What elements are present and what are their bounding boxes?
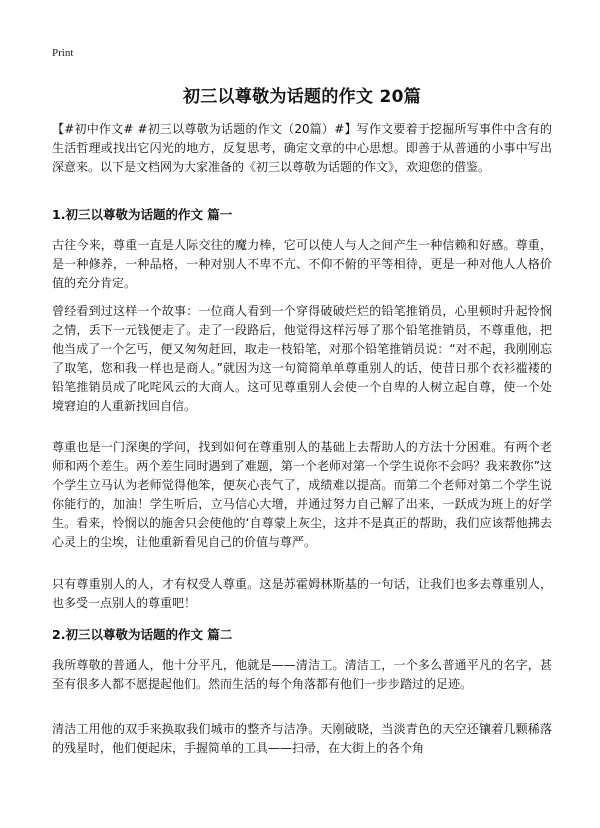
section-1-paragraph-4: 只有尊重别人的人，才有权受人尊重。这是苏霍姆林斯基的一句话，让我们也多去尊重别人，也多受一点别人的尊重吧！ [52,577,552,610]
section-1-paragraph-2: 曾经看到过这样一个故事：一位商人看到一个穿得破破烂烂的铅笔推销员，心里顿时升起怜悯之情，丢下一元钱便走了。走了一段路后，他觉得这样污辱了那个铅笔推销员，不尊重他，把他当成了一个乞丐，便又匆匆赶回，取走一枝铅笔，对那个铅笔推销员说：“对不起，我刚刚忘了取笔，您和我一样也是商人。”就因为这一句简简单单尊重别人的话，使昔日那个衣衫褴褛的铅笔推销员成了叱咤风云的大商人。这可见尊重别人会使一个自卑的人树立起自尊，使一个处境窘迫的人重新找回自信。 [52,304,552,413]
section-2-paragraph-2: 清洁工用他的双手来换取我们城市的整齐与洁净。天刚破晓，当淡青色的天空还镶着几颗稀落的残星时，他们便起床，手握简单的工具——扫帚，在大街上的各个角 [52,722,552,755]
document-title: 初三以尊敬为话题的作文 20篇 [182,87,422,107]
intro-paragraph: 【#初中作文# #初三以尊敬为话题的作文（20篇）#】写作文要着于挖掘所写事件中含有的生活哲理或找出它闪光的地方，反复思考，确定文章的中心思想。即善于从普通的小事中写出深意来。以下是文档网为大家准备的《初三以尊敬为话题的作文》，欢迎您的借鉴。 [52,122,552,174]
section-1-paragraph-1: 古往今来，尊重一直是人际交往的魔力棒，它可以使人与人之间产生一种信赖和好感。尊重，是一种修养，一种品格，一种对别人不卑不亢、不仰不俯的平等相待，更是一种对他人人格价值的充分肯定。 [52,238,552,290]
section-2-paragraph-1: 我所尊敬的普通人，他十分平凡，他就是——清洁工。清洁工，一个多么普通平凡的名字，甚至有很多人都不愿提起他们。然而生活的每个角落都有他们一步步踏过的足迹。 [52,658,552,691]
print-link[interactable]: Print [52,47,74,59]
section-1-heading: 1.初三以尊敬为话题的作文 篇一 [52,207,233,222]
section-1-paragraph-3: 尊重也是一门深奥的学问，找到如何在尊重别人的基础上去帮助人的方法十分困难。有两个老师和两个差生。两个差生同时遇到了难题，第一个老师对第一个学生说你不会吗？我来教你”这个学生立马认为老师觉得他笨，便灰心丧气了，成绩难以提高。而第二个老师对第二个学生说你能行的，加油！学生听后，立马信心大增，并通过努力自己解了出来，一跃成为班上的好学生。看来，怜悯以的施舍只会使他的‘自尊蒙上灰尘，这并不是真正的帮助，我们应该帮他拂去心灵上的尘埃，让他重新看见自己的价值与尊严。 [52,440,552,549]
section-2-heading: 2.初三以尊敬为话题的作文 篇二 [52,627,233,642]
